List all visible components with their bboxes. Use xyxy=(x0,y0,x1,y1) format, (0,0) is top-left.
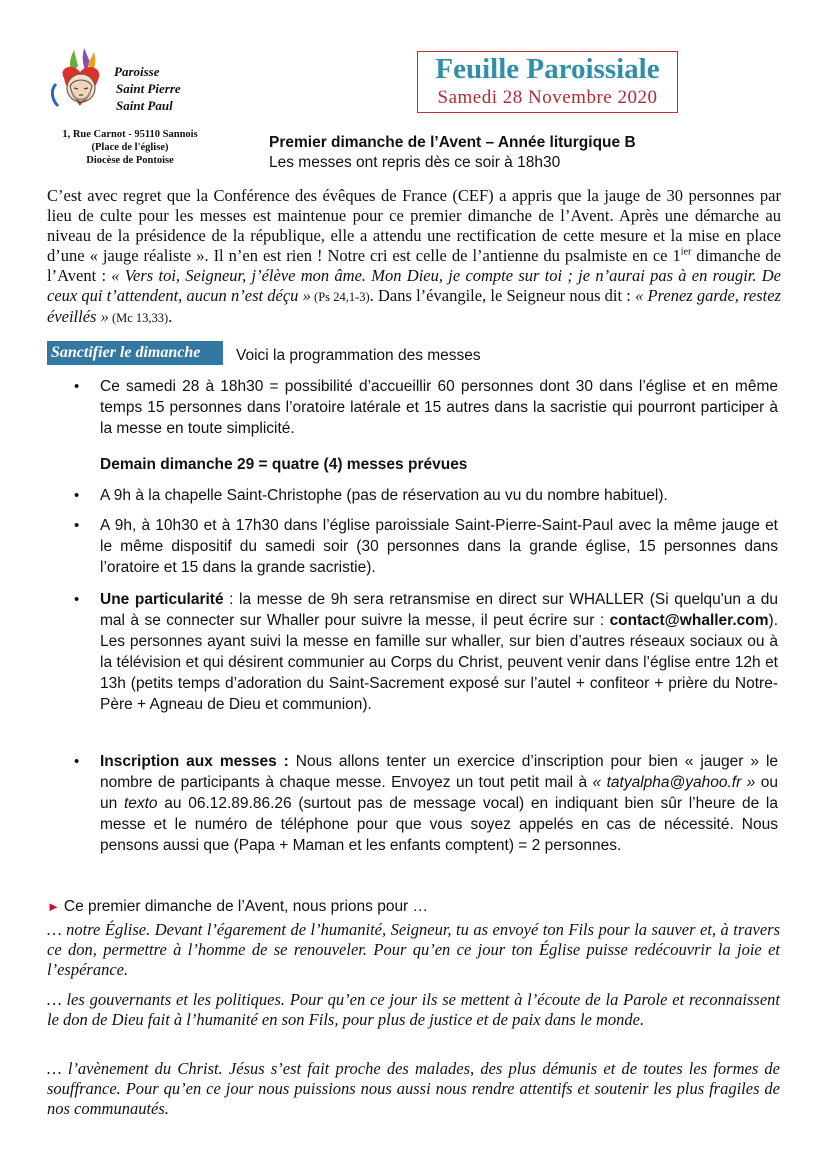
section-badge: Sanctifier le dimanche xyxy=(47,341,223,365)
intro-text-4: . xyxy=(168,307,173,326)
logo-address-place: (Place de l'église) xyxy=(91,142,169,153)
intro-superscript: ier xyxy=(680,246,692,258)
list-item-whaller xyxy=(74,589,779,715)
prayer-advent: … l’avènement du Christ. Jésus s’est fait proche des malades, des plus démunis et de toutes les formes de souffrance. Pour qu’en ce jour nous puissions nous aussi nous rendre attentifs et soutenir les plus fragiles de nos communautés. xyxy=(47,1059,780,1118)
list-item-text-cont: ou un xyxy=(100,774,778,812)
logo-name-line1: Paroisse xyxy=(114,64,160,79)
list-item-registration xyxy=(74,751,779,856)
list-item-label: Une particularité xyxy=(100,591,224,608)
list-item-label: Inscription aux messes : xyxy=(100,753,289,770)
page-title: Feuille Paroissiale xyxy=(435,53,660,85)
prayer-church: … notre Église. Devant l’égarement de l’humanité, Seigneur, tu as envoyé ton Fils pour la sauver et, à travers ce don, permettre à l’homme de se renouveler. Pour qu’en ce jour ton Église puisse redécouvrir la joie et l’espérance. xyxy=(47,920,780,979)
logo-name-line3: Saint Paul xyxy=(116,98,173,113)
registration-email-link[interactable]: « tatyalpha@yahoo.fr » xyxy=(592,774,756,791)
list-item-text: Nous allons tenter un exercice d’inscription pour bien « jauger » le nombre de participants à chaque messe. Envoyez un tout petit mail à xyxy=(100,753,779,791)
subtitle-note: Les messes ont repris dès ce soir à 18h30 xyxy=(269,154,561,171)
psalm-quote: « Vers toi, Seigneur, j’élève mon âme. Mon Dieu, je compte sur toi ; je n’aurai pas à en rougir. De ceux qui t’attendent, aucun n’est déçu » xyxy=(47,266,781,305)
title-box xyxy=(417,51,678,113)
intro-text-2: dimanche de l’Avent : xyxy=(47,246,781,285)
list-item-text-cont: ). Les personnes ayant suivi la messe en famille sur whaller, sur bien d’autres réseaux sociaux ou à la télévision et qui désirent communier au Corps du Christ, peuvent venir dans l’église entre 12h et 13h (petits temps d’adoration du Saint-Sacrement exposé sur l’autel + confiteor + prière du Notre-Père + Agneau de Dieu et communion). xyxy=(100,612,778,713)
gospel-quote: « Prenez garde, restez éveillés » xyxy=(47,286,781,326)
texto-word: texto xyxy=(123,795,158,812)
gospel-reference: (Mc 13,33) xyxy=(108,311,169,325)
bullet-icon: • xyxy=(74,591,80,608)
prayer-governments: … les gouvernants et les politiques. Pour qu’en ce jour ils se mettent à l’écoute de la Parole et reconnaissent le don de Dieu fait à l’humanité en son Fils, pour plus de justice et de paix dans le monde. xyxy=(47,990,780,1029)
list-item-text: A 9h à la chapelle Saint-Christophe (pas de réservation au vu du nombre habituel). xyxy=(100,487,668,504)
list-item-text: A 9h, à 10h30 et à 17h30 dans l’église paroissiale Saint-Pierre-Saint-Paul avec la même jauge et le même dispositif du samedi soir (30 personnes dans la grande église, 15 personnes dans l’oratoire et 15 dans la grande sacristie). xyxy=(100,517,778,576)
intro-paragraph xyxy=(47,186,781,328)
subtitle xyxy=(269,133,636,173)
logo-diocese: Diocèse de Pontoise xyxy=(86,155,174,166)
issue-date: Samedi 28 Novembre 2020 xyxy=(437,87,658,108)
prayer-intro-text: Ce premier dimanche de l’Avent, nous prions pour … xyxy=(63,898,429,915)
sunday-heading xyxy=(100,454,778,475)
arrow-right-icon: ► xyxy=(47,899,60,914)
list-item-text-end: au 06.12.89.86.26 (surtout pas de message vocal) en indiquant bien sûr l’heure de la messe et le numéro de téléphone pour que vous soyez appelés en cas de nécessité. Nous pensons aussi que (Papa + Maman et les enfants comptent) = 2 personnes. xyxy=(100,795,778,854)
psalm-reference: (Ps 24,1-3) xyxy=(310,290,370,304)
bullet-icon: • xyxy=(74,487,80,504)
intro-text-3: . Dans l’évangile, le Seigneur nous dit : xyxy=(369,286,636,305)
prayer-intro xyxy=(47,897,428,917)
list-item-church xyxy=(74,515,778,578)
bullet-icon: • xyxy=(74,753,80,770)
bullet-icon: • xyxy=(74,378,80,395)
subtitle-heading: Premier dimanche de l’Avent – Année liturgique B xyxy=(269,134,636,151)
list-item-text: : la messe de 9h sera retransmise en direct sur WHALLER (Si quelqu'un a du mal à se connecter sur Whaller pour suivre la messe, il peut écrire sur : xyxy=(100,591,779,629)
sunday-heading-text: Demain dimanche 29 = quatre (4) messes prévues xyxy=(100,456,468,473)
parish-logo xyxy=(44,44,214,174)
list-item-saturday xyxy=(74,376,778,439)
list-item-text: Ce samedi 28 à 18h30 = possibilité d’accueillir 60 personnes dont 30 dans l’église et en même temps 15 personnes dans l’oratoire latérale et 15 autres dans la sacristie qui pourront participer à la messe en toute simplicité. xyxy=(100,378,778,437)
list-item-chapel xyxy=(74,485,778,506)
section-heading: Voici la programmation des messes xyxy=(236,347,481,364)
logo-address: 1, Rue Carnot - 95110 Sannois xyxy=(62,129,198,140)
bullet-icon: • xyxy=(74,517,80,534)
logo-name-line2: Saint Pierre xyxy=(116,81,181,96)
contact-email-link[interactable]: contact@whaller.com xyxy=(609,612,769,629)
intro-text-1: C’est avec regret que la Conférence des évêques de France (CEF) a appris que la jauge de 30 personnes par lieu de culte pour les messes est maintenue pour ce premier dimanche de l’Avent. Après une démarche au niveau de la présidence de la république, elle a attendu une rectification de cette mesure et la mise en place d’une « jauge réaliste ». Il n’en est rien ! Notre cri est celle de l’antienne du psalmiste en ce 1 xyxy=(47,186,781,265)
